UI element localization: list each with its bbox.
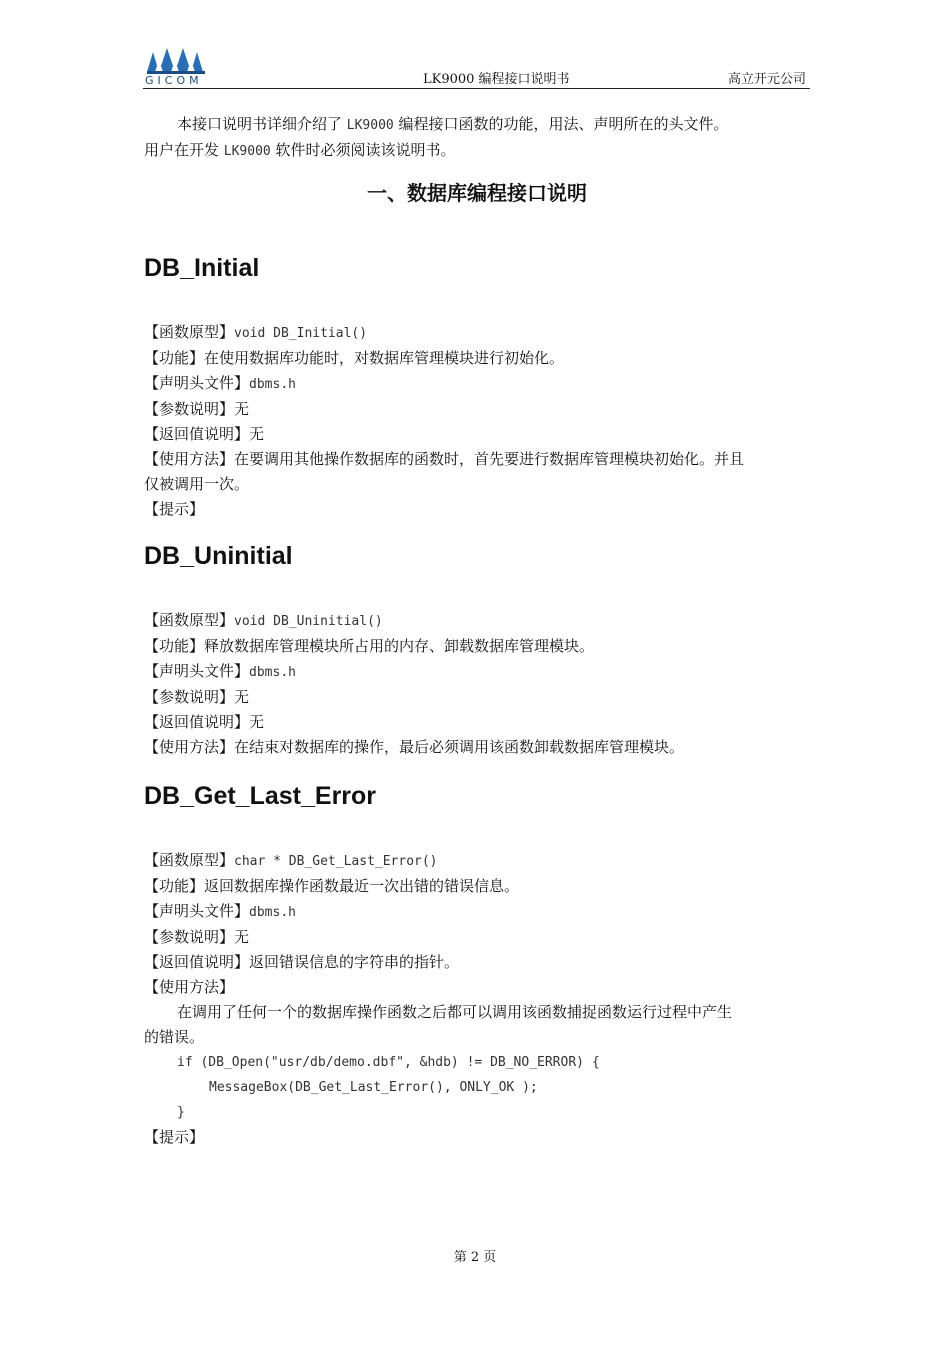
return-row: 【返回值说明】无 [144, 425, 265, 443]
hint-row: 【提示】 [144, 1128, 205, 1146]
params-row: 【参数说明】无 [144, 928, 250, 946]
usage-row: 【使用方法】在要调用其他操作数据库的函数时，首先要进行数据库管理模块初始化。并且 [144, 450, 745, 468]
function-row: 【功能】释放数据库管理模块所占用的内存、卸载数据库管理模块。 [144, 637, 595, 655]
page-header [143, 44, 810, 89]
logo-text: GICOM [145, 74, 203, 87]
header-file-row: 【声明头文件】dbms.h [144, 374, 296, 392]
code-line: if (DB_Open("usr/db/demo.dbf", &hdb) != DB_NO_ERROR) { [177, 1055, 600, 1070]
prototype-row: 【函数原型】void DB_Initial() [144, 323, 368, 341]
return-row: 【返回值说明】返回错误信息的字符串的指针。 [144, 953, 460, 971]
usage-description-continued: 的错误。 [144, 1028, 205, 1046]
prototype-row: 【函数原型】void DB_Uninitial() [144, 611, 383, 629]
gicom-logo-icon [145, 46, 211, 76]
usage-row: 【使用方法】 [144, 978, 235, 996]
section-title: 一、数据库编程接口说明 [367, 181, 587, 205]
intro-line-1: 本接口说明书详细介绍了 LK9000 编程接口函数的功能，用法、声明所在的头文件。 [177, 115, 729, 133]
function-row: 【功能】在使用数据库功能时，对数据库管理模块进行初始化。 [144, 349, 565, 367]
function-name-db-uninitial: DB_Uninitial [144, 542, 293, 570]
code-line: } [177, 1105, 185, 1120]
header-company: 高立开元公司 [727, 72, 806, 87]
function-name-db-get-last-error: DB_Get_Last_Error [144, 782, 377, 810]
prototype-row: 【函数原型】char * DB_Get_Last_Error() [144, 851, 438, 869]
function-details-db-uninitial [144, 608, 810, 760]
usage-row-continued: 仅被调用一次。 [144, 475, 250, 493]
code-line: MessageBox(DB_Get_Last_Error(), ONLY_OK ); [209, 1080, 538, 1095]
function-details-db-initial [144, 320, 810, 522]
return-row: 【返回值说明】无 [144, 713, 265, 731]
params-row: 【参数说明】无 [144, 688, 250, 706]
usage-row: 【使用方法】在结束对数据库的操作，最后必须调用该函数卸载数据库管理模块。 [144, 738, 685, 756]
header-file-row: 【声明头文件】dbms.h [144, 662, 296, 680]
hint-row: 【提示】 [144, 500, 205, 518]
usage-description: 在调用了任何一个的数据库操作函数之后都可以调用该函数捕捉函数运行过程中产生 [177, 1003, 733, 1021]
function-row: 【功能】返回数据库操作函数最近一次出错的错误信息。 [144, 877, 520, 895]
function-details-db-get-last-error [144, 848, 810, 1150]
code-example [144, 1050, 810, 1125]
function-name-db-initial: DB_Initial [144, 254, 260, 282]
intro-line-2: 用户在开发 LK9000 软件时必须阅读该说明书。 [144, 141, 456, 159]
header-doc-title: LK9000 编程接口说明书 [423, 72, 570, 87]
page-content [144, 112, 810, 1150]
page-number: 第 2 页 [453, 1250, 497, 1265]
header-file-row: 【声明头文件】dbms.h [144, 902, 296, 920]
params-row: 【参数说明】无 [144, 400, 250, 418]
company-logo [143, 44, 215, 88]
